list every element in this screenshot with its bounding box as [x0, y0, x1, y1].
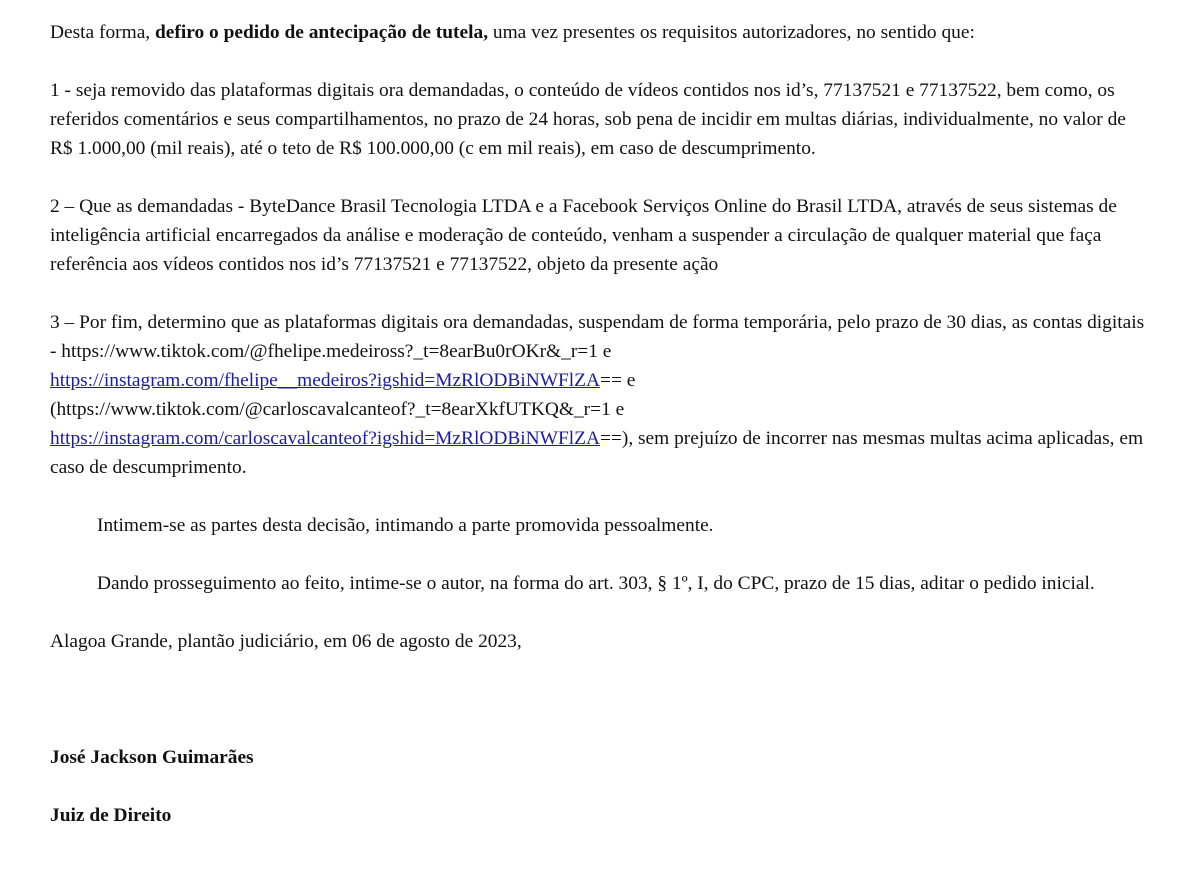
item-3-text-2: == e — [600, 370, 636, 391]
item-3-paragraph — [50, 308, 1145, 482]
instagram-link-carlos[interactable]: https://instagram.com/carloscavalcanteof?igshid=MzRlODBiNWFlZA — [50, 428, 600, 449]
signature-spacer — [50, 685, 1145, 743]
intimem-paragraph: Intimem-se as partes desta decisão, intimando a parte promovida pessoalmente. — [97, 515, 714, 536]
place-date-line: Alagoa Grande, plantão judiciário, em 06 de agosto de 2023, — [50, 631, 522, 652]
instagram-link-fhelipe[interactable]: https://instagram.com/fhelipe__medeiros?igshid=MzRlODBiNWFlZA — [50, 370, 601, 391]
intro-text-before: Desta forma, — [50, 22, 155, 43]
decision-document — [50, 18, 1145, 859]
signature-title: Juiz de Direito — [50, 805, 172, 826]
signature-name: José Jackson Guimarães — [50, 747, 254, 768]
dando-paragraph: Dando prosseguimento ao feito, intime-se o autor, na forma do art. 303, § 1º, I, do CPC, prazo de 15 dias, aditar o pedido inicial. — [97, 573, 1095, 594]
item-1-paragraph: 1 - seja removido das plataformas digitais ora demandadas, o conteúdo de vídeos contidos nos id’s, 77137521 e 77137522, bem como, os referidos comentários e seus compartilhamentos, no prazo de 24 horas, sob pena de incidir em multas diárias, individualmente, no valor de R$ 1.000,00 (mil reais), até o teto de R$ 100.000,00 (c em mil reais), em caso de descumprimento. — [50, 80, 1126, 159]
item-3-text-1: 3 – Por fim, determino que as plataformas digitais ora demandadas, suspendam de forma temporária, pelo prazo de 30 dias, as contas digitais - https://www.tiktok.com/@fhelipe.medeiross?_t=8earBu0rOKr&_r=1 e — [50, 312, 1145, 362]
item-3-text-3: (https://www.tiktok.com/@carloscavalcanteof?_t=8earXkfUTKQ&_r=1 e — [50, 399, 625, 420]
item-3-text-4: ==), sem prejuízo de incorrer nas mesmas multas acima aplicadas, em caso de descumprimento. — [50, 428, 1144, 478]
intro-text-after: uma vez presentes os requisitos autorizadores, no sentido que: — [488, 22, 975, 43]
item-2-paragraph: 2 – Que as demandadas - ByteDance Brasil Tecnologia LTDA e a Facebook Serviços Online do Brasil LTDA, através de seus sistemas de inteligência artificial encarregados da análise e moderação de conteúdo, venham a suspender a circulação de qualquer material que faça referência aos vídeos contidos nos id’s 77137521 e 77137522, objeto da presente ação — [50, 196, 1117, 275]
intro-bold-text: defiro o pedido de antecipação de tutela, — [155, 22, 489, 43]
intro-paragraph — [50, 18, 1145, 47]
